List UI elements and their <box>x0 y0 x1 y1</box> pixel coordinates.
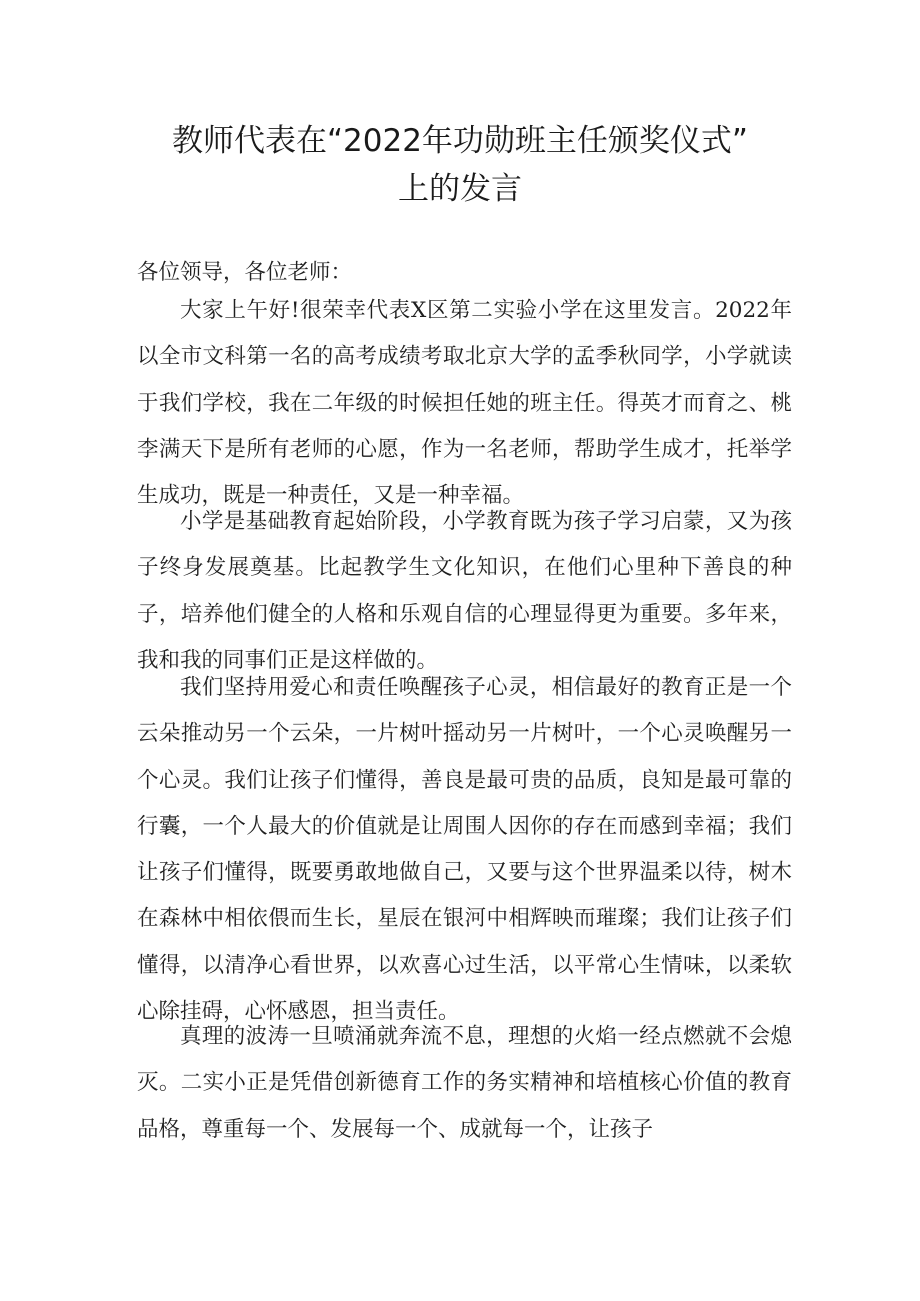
paragraph-1: 大家上午好!很荣幸代表X区第二实验小学在这里发言。2022年以全市文科第一名的高考成绩考取北京大学的孟季秋同学，小学就读于我们学校，我在二年级的时候担任她的班主任。得英才而育之、桃李满天下是所有老师的心愿，作为一名老师，帮助学生成才，托举学生成功，既是一种责任，又是一种幸福。 <box>137 298 792 509</box>
paragraph-2: 小学是基础教育起始阶段，小学教育既为孩子学习启蒙，又为孩子终身发展奠基。比起教学生文化知识，在他们心里种下善良的种子，培养他们健全的人格和乐观自信的心理显得更为重要。多年来，我和我的同事们正是这样做的。 <box>137 509 792 673</box>
paragraph-3: 我们坚持用爱心和责任唤醒孩子心灵，相信最好的教育正是一个云朵推动另一个云朵，一片树叶摇动另一片树叶，一个心灵唤醒另一个心灵。我们让孩子们懂得，善良是最可贵的品质，良知是最可靠的行囊，一个人最大的价值就是让周围人因你的存在而感到幸福；我们让孩子们懂得，既要勇敢地做自己，又要与这个世界温柔以待，树木在森林中相依偎而生长，星辰在银河中相辉映而璀璨；我们让孩子们懂得，以清净心看世界，以欢喜心过生活，以平常心生情味，以柔软心除挂碍，心怀感恩，担当责任。 <box>137 675 792 1025</box>
document-title-line-2: 上的发言 <box>398 171 522 207</box>
salutation: 各位领导，各位老师： <box>137 260 353 285</box>
paragraph-4: 真理的波涛一旦喷涌就奔流不息，理想的火焰一经点燃就不会熄灭。二实小正是凭借创新德育工作的务实精神和培植核心价值的教育品格，尊重每一个、发展每一个、成就每一个，让孩子 <box>137 1024 792 1142</box>
document-title-line-1: 教师代表在“2022年功勋班主任颁奖仪式” <box>171 123 748 159</box>
